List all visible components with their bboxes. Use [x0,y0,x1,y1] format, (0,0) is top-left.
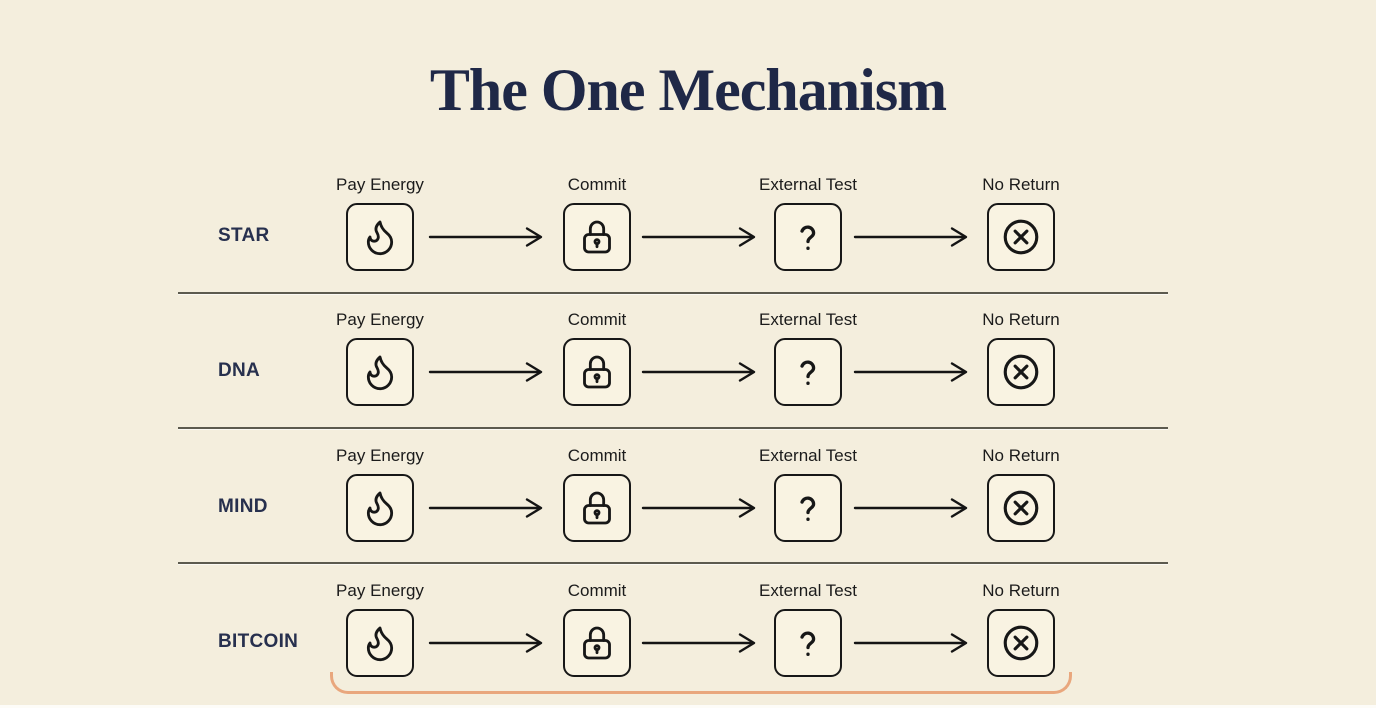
flame-icon [360,217,400,257]
stage-box [346,338,414,406]
stage-label: External Test [759,446,857,465]
stage-no-return [961,308,1081,406]
row-label-bitcoin: BITCOIN [218,631,299,652]
stage-box [987,609,1055,677]
stage-label: External Test [759,175,857,194]
question-mark-icon [787,216,829,258]
no-return-icon [999,621,1043,665]
stage-commit [537,579,657,677]
no-return-icon [999,350,1043,394]
stage-label: External Test [759,581,857,600]
arrow-right-icon [428,631,549,655]
stage-no-return [961,579,1081,677]
stage-box [563,474,631,542]
stage-box [563,338,631,406]
stage-box [987,474,1055,542]
bitcoin-highlight-bracket [330,672,1072,694]
stage-box [774,203,842,271]
stage-box [987,338,1055,406]
row-mind [0,444,1376,554]
arrow-right-icon [853,631,974,655]
flame-icon [360,488,400,528]
arrow-right-icon [641,631,762,655]
stage-label: Commit [567,581,627,600]
stage-box [563,203,631,271]
stage-pay-energy [320,579,440,677]
no-return-icon [999,215,1043,259]
stage-pay-energy [320,444,440,542]
stage-no-return [961,444,1081,542]
stage-pay-energy [320,173,440,271]
stage-box [987,203,1055,271]
no-return-icon [999,486,1043,530]
arrow-right-icon [853,225,974,249]
lock-icon [577,217,617,257]
lock-icon [577,352,617,392]
stage-box [774,474,842,542]
stage-label: Pay Energy [336,581,424,600]
arrow-right-icon [853,496,974,520]
stage-label: Commit [567,446,627,465]
stage-box [563,609,631,677]
row-label-dna: DNA [218,360,261,381]
stage-box [346,609,414,677]
stage-label: No Return [982,175,1060,194]
stage-box [774,338,842,406]
row-divider [178,562,1168,565]
row-label-star: STAR [218,225,270,246]
stage-commit [537,308,657,406]
stage-label: Pay Energy [336,446,424,465]
flame-icon [360,352,400,392]
lock-icon [577,488,617,528]
stage-commit [537,173,657,271]
stage-label: Commit [567,175,627,194]
lock-icon [577,623,617,663]
stage-external-test [748,444,868,542]
arrow-right-icon [853,360,974,384]
stage-external-test [748,173,868,271]
row-label-mind: MIND [218,496,268,517]
stage-pay-energy [320,308,440,406]
page-title: The One Mechanism [429,57,947,123]
stage-label: Pay Energy [336,175,424,194]
flame-icon [360,623,400,663]
stage-external-test [748,579,868,677]
arrow-right-icon [641,360,762,384]
stage-label: Pay Energy [336,310,424,329]
question-mark-icon [787,622,829,664]
row-divider [178,292,1168,295]
row-star [0,173,1376,283]
arrow-right-icon [428,360,549,384]
row-divider [178,427,1168,430]
question-mark-icon [787,351,829,393]
question-mark-icon [787,487,829,529]
arrow-right-icon [641,225,762,249]
stage-box [346,474,414,542]
arrow-right-icon [641,496,762,520]
arrow-right-icon [428,225,549,249]
stage-label: No Return [982,581,1060,600]
stage-label: No Return [982,310,1060,329]
row-dna [0,308,1376,418]
stage-label: Commit [567,310,627,329]
stage-box [774,609,842,677]
arrow-right-icon [428,496,549,520]
stage-label: External Test [759,310,857,329]
stage-label: No Return [982,446,1060,465]
stage-commit [537,444,657,542]
stage-no-return [961,173,1081,271]
stage-external-test [748,308,868,406]
stage-box [346,203,414,271]
